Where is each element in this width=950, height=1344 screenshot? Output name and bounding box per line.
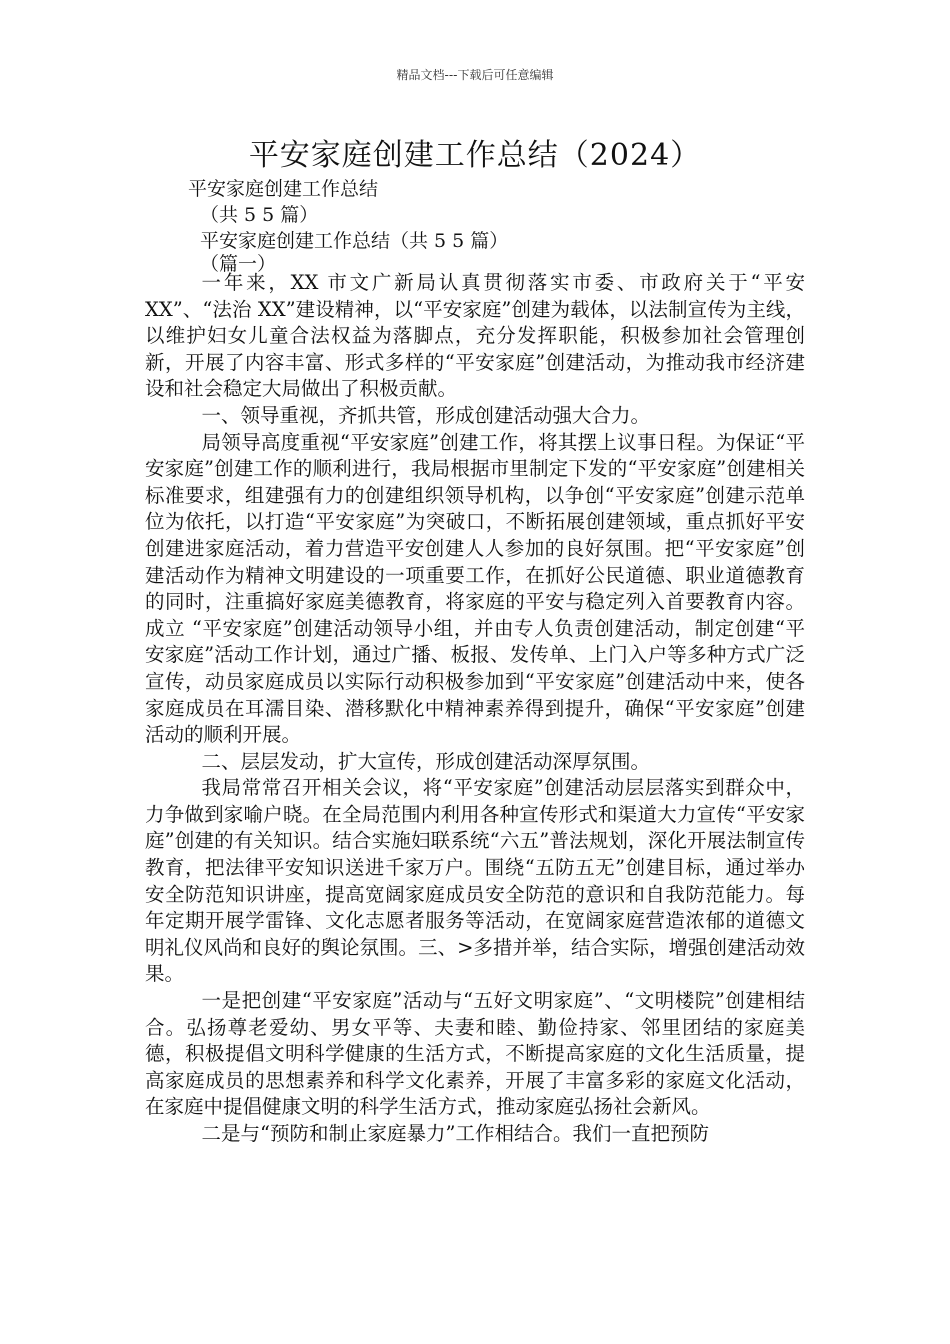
subtitle-line-3: 平安家庭创建工作总结（共 5 5 篇） bbox=[200, 230, 509, 252]
page-header: 精品文档---下载后可任意编辑 bbox=[396, 68, 554, 82]
paragraph: 我局常常召开相关会议，将“平安家庭”创建活动层层落实到群众中，力争做到家喻户晓。在全局范围内利用各种宣传形式和渠道大力宣传“平安家庭”创建的有关知识。结合实施妇联系统“六五”普法规划，深化开展法制宣传教育，把法律平安知识送进千家万户。围绕“五防五无”创建目标，通过举办安全防范知识讲座，提高宽阔家庭成员安全防范的意识和自我防范能力。每年定期开展学雷锋、文化志愿者服务等活动，在宽阔家庭营造浓郁的道德文明礼仪风尚和良好的舆论氛围。三、>多措并举，结合实际，增强创建活动效果。 bbox=[145, 776, 805, 986]
document-title: 平安家庭创建工作总结（2024） bbox=[248, 138, 702, 173]
section-heading: 二、层层发动，扩大宣传，形成创建活动深厚氛围。 bbox=[201, 749, 651, 773]
subtitle-line-4: （篇一） bbox=[200, 253, 277, 275]
document-body bbox=[145, 270, 805, 1148]
paragraph: 一年来，XX 市文广新局认真贯彻落实市委、市政府关于“平安 XX”、“法治 XX”建设精神，以“平安家庭”创建为载体，以法制宣传为主线，以维护妇女儿童合法权益为落脚点，充分发挥职能，积极参加社会管理创新，开展了内容丰富、形式多样的“平安家庭”创建活动，为推动我市经济建设和社会稳定大局做出了积极贡献。 bbox=[145, 271, 805, 401]
subtitle-line-1: 平安家庭创建工作总结 bbox=[188, 178, 379, 200]
paragraph: 二是与“预防和制止家庭暴力”工作相结合。我们一直把预防 bbox=[201, 1122, 709, 1145]
subtitle-line-2: （共 5 5 篇） bbox=[200, 204, 319, 226]
paragraph: 一是把创建“平安家庭”活动与“五好文明家庭”、“文明楼院”创建相结合。弘扬尊老爱幼、男女平等、夫妻和睦、勤俭持家、邻里团结的家庭美德，积极提倡文明科学健康的生活方式，不断提高家庭的文化生活质量，提高家庭成员的思想素养和科学文化素养，开展了丰富多彩的家庭文化活动，在家庭中提倡健康文明的科学生活方式，推动家庭弘扬社会新风。 bbox=[145, 989, 805, 1119]
section-heading: 一、领导重视，齐抓共管，形成创建活动强大合力。 bbox=[201, 403, 651, 427]
paragraph: 局领导高度重视“平安家庭”创建工作，将其摆上议事日程。为保证“平安家庭”创建工作的顺利进行，我局根据市里制定下发的“平安家庭”创建相关标准要求，组建强有力的创建组织领导机构，以争创“平安家庭”创建示范单位为依托，以打造“平安家庭”为突破口，不断拓展创建领域，重点抓好平安创建进家庭活动，着力营造平安创建人人参加的良好氛围。把“平安家庭”创建活动作为精神文明建设的一项重要工作，在抓好公民道德、职业道德教育的同时，注重搞好家庭美德教育，将家庭的平安与稳定列入首要教育内容。成立 “平安家庭”创建活动领导小组，并由专人负责创建活动，制定创建“平安家庭”活动工作计划，通过广播、板报、发传单、上门入户等多种方式广泛宣传，动员家庭成员以实际行动积极参加到“平安家庭”创建活动中来，使各家庭成员在耳濡目染、潜移默化中精神素养得到提升，确保“平安家庭”创建活动的顺利开展。 bbox=[145, 430, 805, 747]
